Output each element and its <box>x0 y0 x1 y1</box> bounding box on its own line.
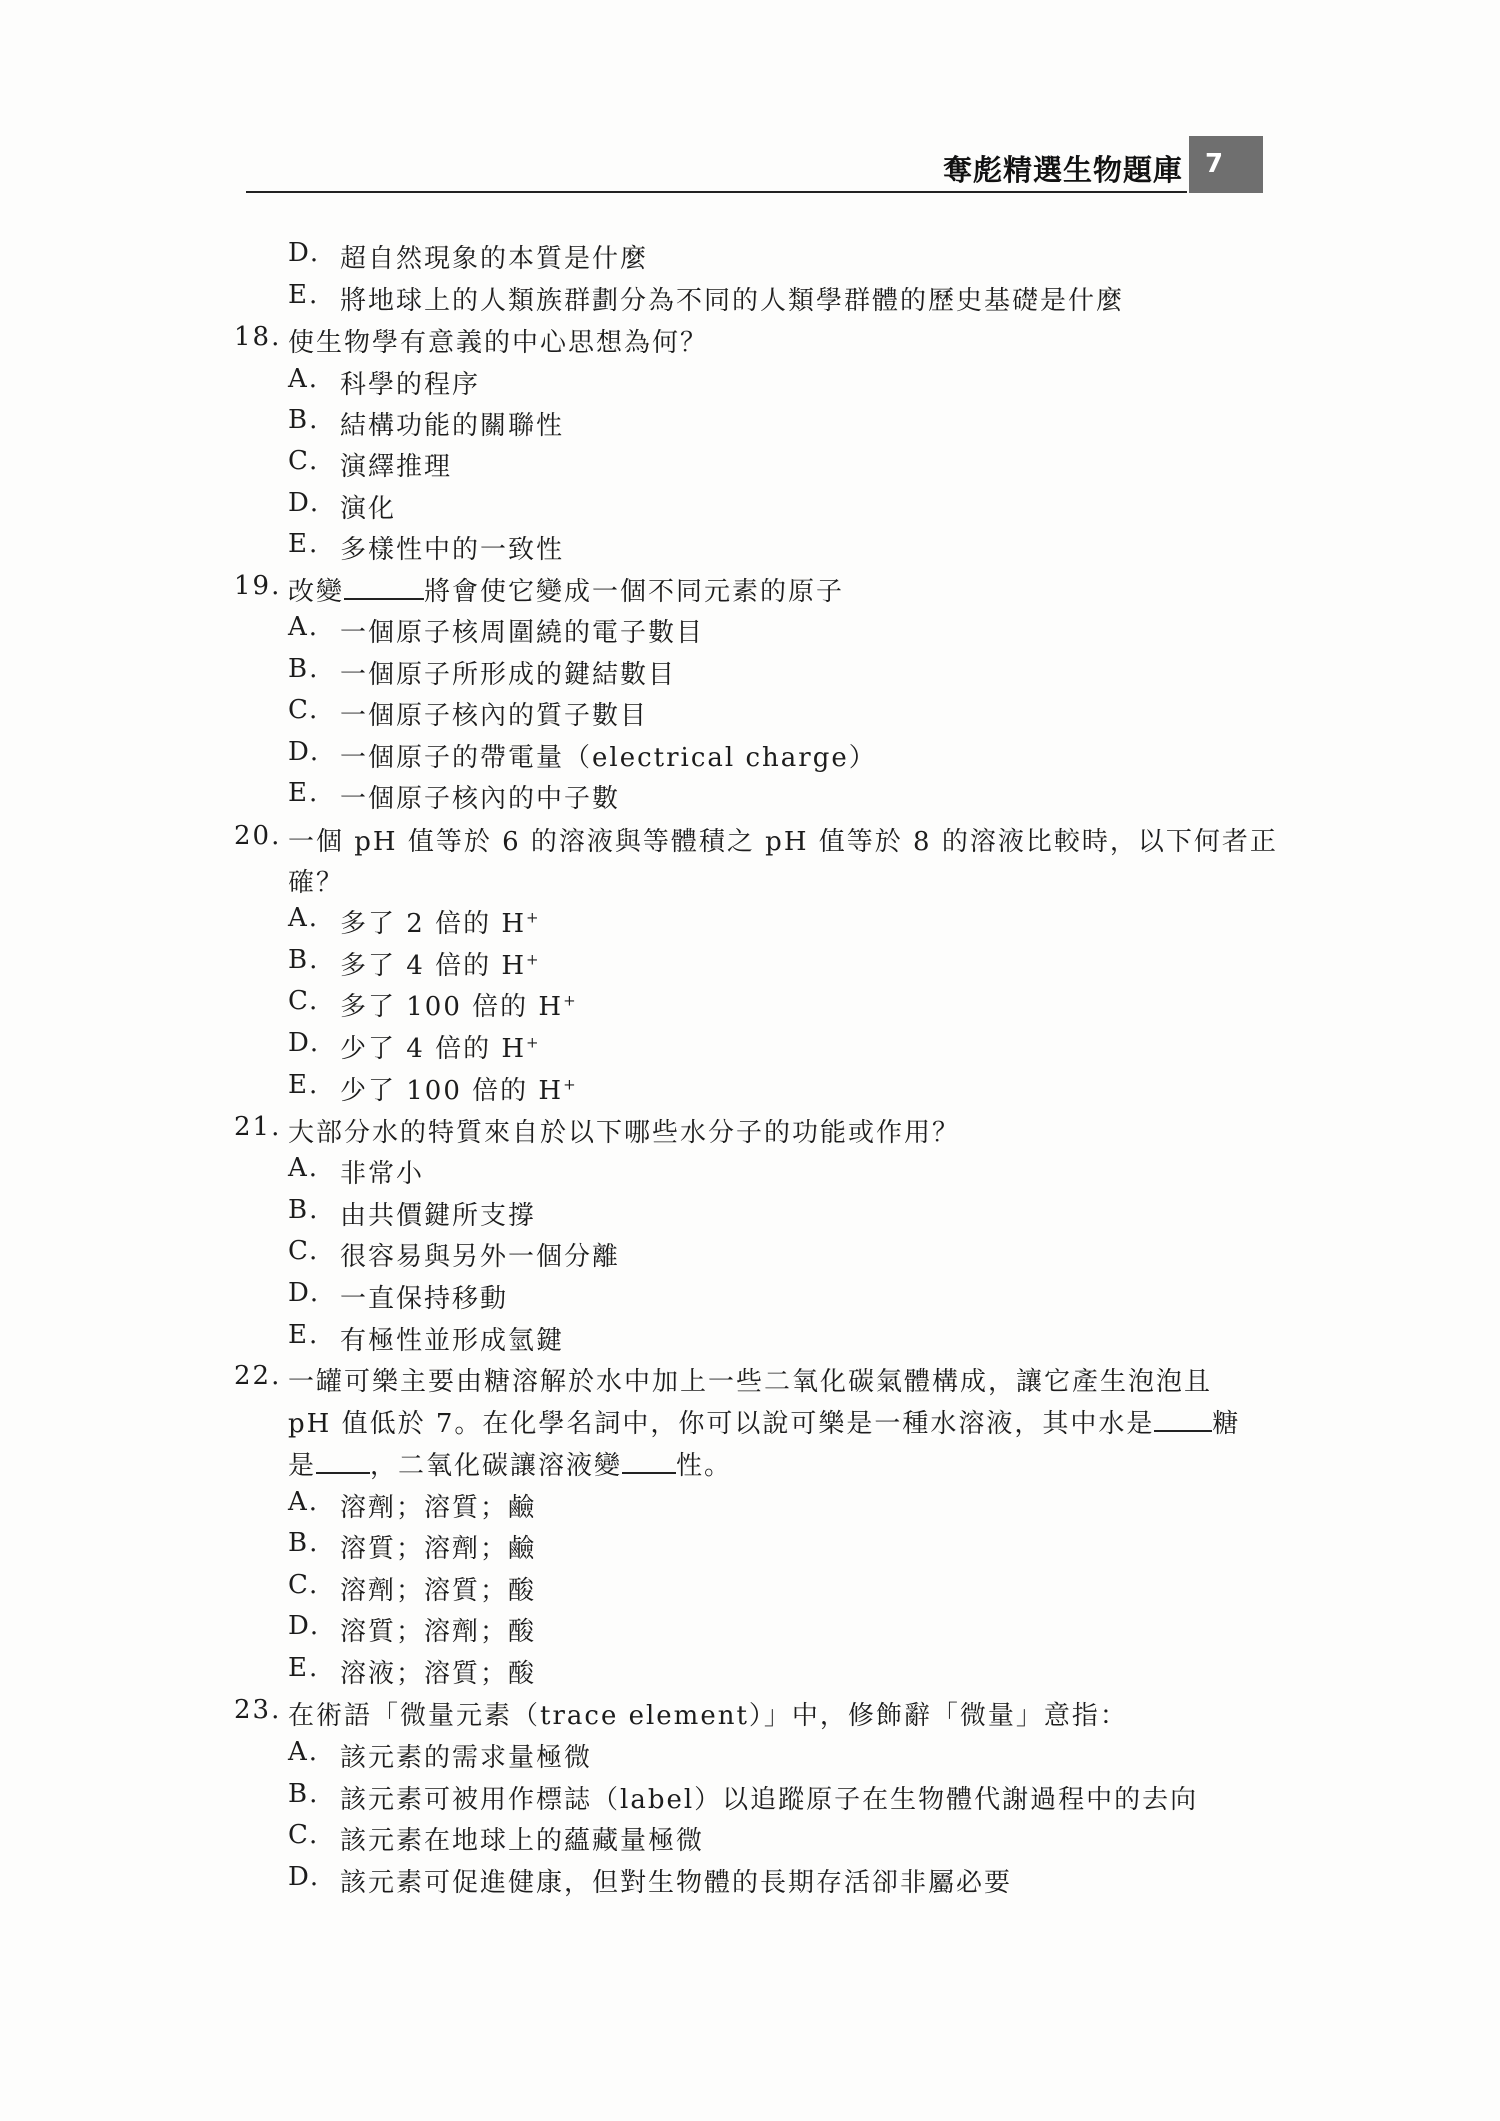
option-letter: C. <box>288 1570 320 1600</box>
option-text: 非常小 <box>340 1159 425 1189</box>
option-letter: B. <box>288 405 320 435</box>
page-header <box>0 0 1500 200</box>
option-text: 一直保持移動 <box>340 1284 509 1314</box>
option-text: 一個原子的帶電量（electrical charge） <box>340 743 877 773</box>
option-letter: D. <box>288 1278 321 1308</box>
option-text: 溶劑；溶質；酸 <box>340 1576 537 1606</box>
question-text: 改變 將會使它變成一個不同元素的原子 <box>288 577 845 607</box>
option-letter: C. <box>288 1236 320 1266</box>
option-letter: D. <box>288 488 321 518</box>
option-text: 多了 100 倍的 H+ <box>340 991 578 1022</box>
option-text: 該元素在地球上的蘊藏量極微 <box>340 1826 705 1856</box>
question-text: 大部分水的特質來自於以下哪些水分子的功能或作用？ <box>288 1118 961 1148</box>
option-text: 溶液；溶質；酸 <box>340 1659 537 1689</box>
header-rule <box>246 191 1187 193</box>
question-number: 23. <box>234 1695 282 1725</box>
option-text: 很容易與另外一個分離 <box>340 1242 621 1272</box>
answer-blank <box>316 1450 370 1474</box>
option-letter: E. <box>288 529 320 559</box>
option-text: 溶劑；溶質；鹼 <box>340 1493 537 1523</box>
answer-blank <box>1154 1408 1212 1432</box>
option-text: 演化 <box>340 494 397 524</box>
option-text: 多樣性中的一致性 <box>340 535 565 565</box>
option-letter: E. <box>288 1070 320 1100</box>
question-number: 19. <box>234 571 282 601</box>
question-text: 在術語「微量元素（trace element）」中，修飾辭「微量」意指： <box>288 1701 1128 1731</box>
question-text-continued: 是 ，二氧化碳讓溶液變 性。 <box>288 1451 733 1481</box>
option-text: 由共價鍵所支撐 <box>340 1201 537 1231</box>
option-text: 少了 4 倍的 H+ <box>340 1033 541 1064</box>
option-letter: E. <box>288 280 320 310</box>
question-number: 22. <box>234 1361 282 1391</box>
option-letter: C. <box>288 446 320 476</box>
option-text: 一個原子核周圍繞的電子數目 <box>340 618 705 648</box>
option-text: 溶質；溶劑；鹼 <box>340 1534 537 1564</box>
page-number: 7 <box>1189 136 1263 193</box>
answer-blank <box>622 1450 676 1474</box>
option-letter: A. <box>288 612 320 642</box>
option-text: 結構功能的關聯性 <box>340 411 565 441</box>
option-letter: C. <box>288 986 320 1016</box>
question-text-continued: 確？ <box>288 868 345 898</box>
option-letter: B. <box>288 945 320 975</box>
option-letter: A. <box>288 1487 320 1517</box>
option-text: 少了 100 倍的 H+ <box>340 1075 578 1106</box>
option-text: 多了 2 倍的 H+ <box>340 908 541 939</box>
option-text: 該元素可促進健康，但對生物體的長期存活卻非屬必要 <box>340 1868 1013 1898</box>
option-text: 一個原子核內的中子數 <box>340 784 621 814</box>
option-letter: B. <box>288 1195 320 1225</box>
option-letter: B. <box>288 1779 320 1809</box>
option-text: 該元素的需求量極微 <box>340 1743 593 1773</box>
option-letter: D. <box>288 737 321 767</box>
option-text: 演繹推理 <box>340 452 453 482</box>
option-letter: C. <box>288 695 320 725</box>
option-letter: A. <box>288 364 320 394</box>
option-text: 溶質；溶劑；酸 <box>340 1617 537 1647</box>
option-letter: D. <box>288 238 321 268</box>
question-number: 21. <box>234 1112 282 1142</box>
option-letter: E. <box>288 778 320 808</box>
option-letter: D. <box>288 1028 321 1058</box>
option-letter: E. <box>288 1320 320 1350</box>
question-text: 使生物學有意義的中心思想為何？ <box>288 328 709 358</box>
option-letter: B. <box>288 1528 320 1558</box>
option-letter: D. <box>288 1862 321 1892</box>
option-letter: E. <box>288 1653 320 1683</box>
option-text: 科學的程序 <box>340 370 481 400</box>
option-text: 一個原子所形成的鍵結數目 <box>340 660 677 690</box>
option-letter: A. <box>288 903 320 933</box>
book-title: 奪彪精選生物題庫 <box>942 153 1183 187</box>
option-text: 該元素可被用作標誌（label）以追蹤原子在生物體代謝過程中的去向 <box>340 1785 1199 1815</box>
question-text: 一個 pH 值等於 6 的溶液與等體積之 pH 值等於 8 的溶液比較時，以下何者正 <box>288 827 1278 857</box>
answer-blank <box>344 576 424 600</box>
option-text: 有極性並形成氫鍵 <box>340 1326 565 1356</box>
option-text: 超自然現象的本質是什麼 <box>340 244 649 274</box>
question-text: 一罐可樂主要由糖溶解於水中加上一些二氧化碳氣體構成，讓它產生泡泡且 <box>288 1367 1213 1397</box>
option-letter: A. <box>288 1737 320 1767</box>
option-letter: C. <box>288 1820 320 1850</box>
option-text: 一個原子核內的質子數目 <box>340 701 649 731</box>
question-text-continued: pH 值低於 7。在化學名詞中，你可以說可樂是一種水溶液，其中水是 糖 <box>288 1409 1241 1439</box>
option-letter: A. <box>288 1153 320 1183</box>
question-number: 20. <box>234 821 282 851</box>
option-letter: D. <box>288 1611 321 1641</box>
option-text: 多了 4 倍的 H+ <box>340 950 541 981</box>
option-text: 將地球上的人類族群劃分為不同的人類學群體的歷史基礎是什麼 <box>340 286 1125 316</box>
question-number: 18. <box>234 322 282 352</box>
option-letter: B. <box>288 654 320 684</box>
